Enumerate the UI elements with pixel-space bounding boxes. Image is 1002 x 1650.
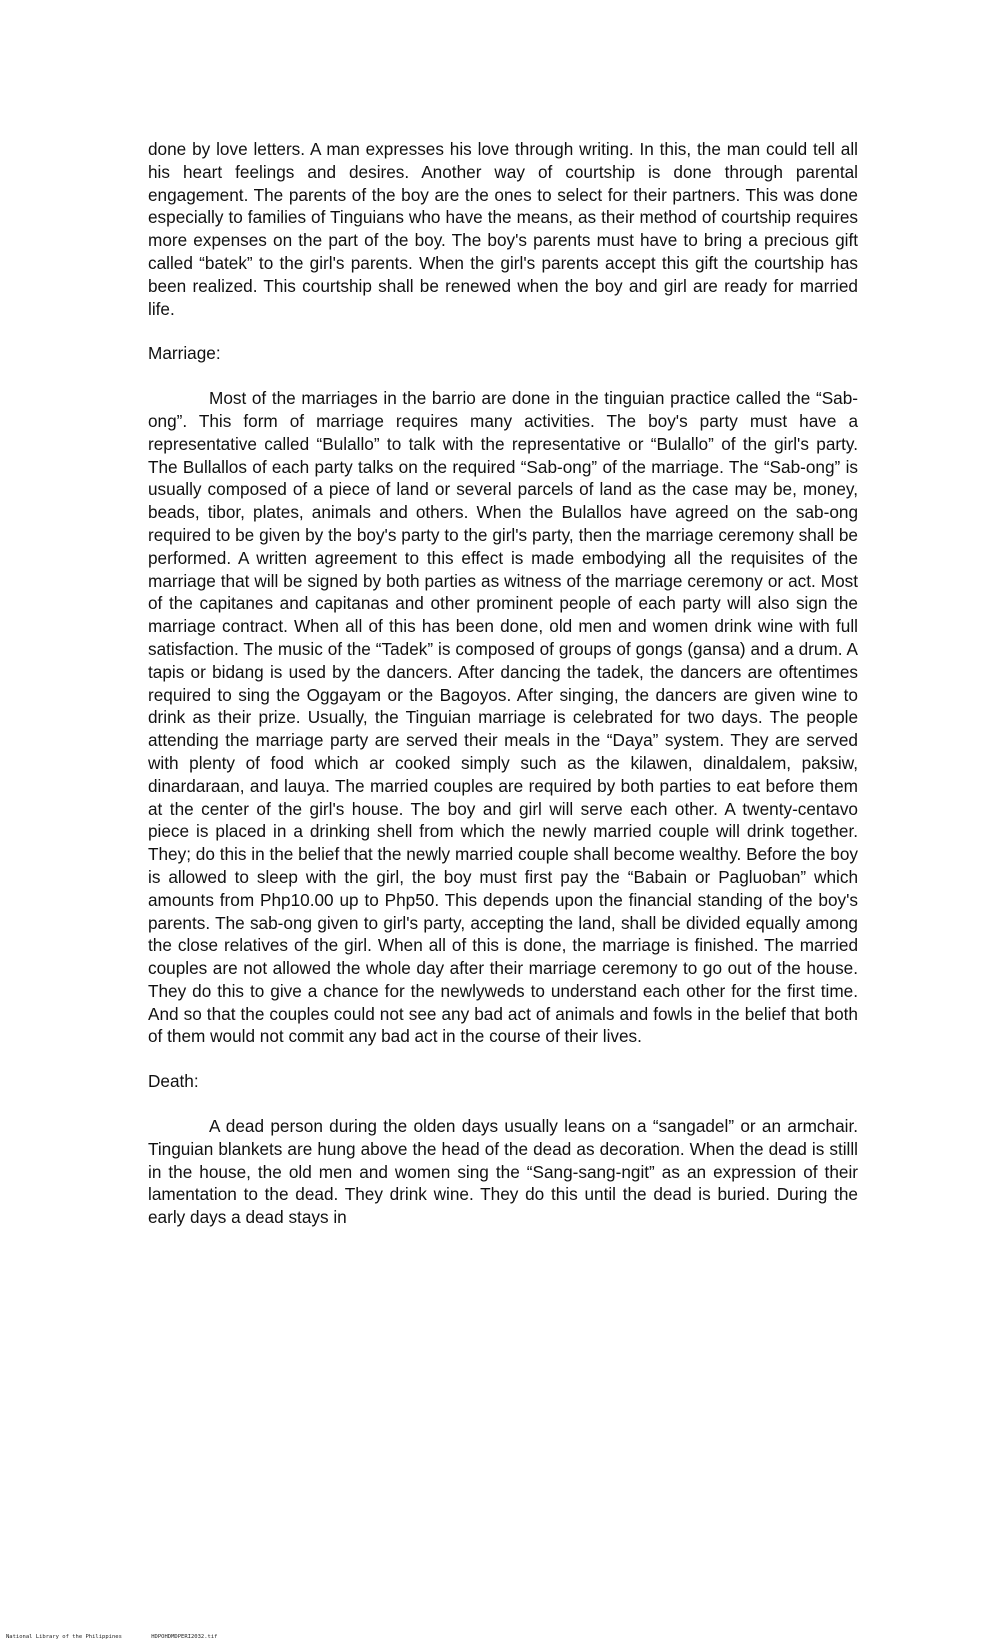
scan-footer: [6, 1634, 243, 1641]
footer-library-name: National Library of the Philippines: [6, 1634, 122, 1640]
courtship-paragraph: done by love letters. A man expresses his love through writing. In this, the man could tell all his heart feelings and desires. Another way of courtship is done through parental engagement. The parents of the boy are the ones to select for their partners. This was done especially to families of Tinguians who have the means, as their method of courtship requires more expenses on the part of the boy. The boy's parents must have to bring a precious gift called “batek” to the girl's parents. When the girl's parents accept this gift the courtship has been realized. This courtship shall be renewed when the boy and girl are ready for married life.: [148, 139, 858, 319]
footer-file-code: HDPOHDMDPERI2032.tif: [151, 1634, 218, 1640]
death-heading: Death:: [148, 1071, 199, 1092]
marriage-heading: Marriage:: [148, 343, 221, 364]
death-paragraph: A dead person during the olden days usually leans on a “sangadel” or an armchair. Tinguian blankets are hung above the head of the dead as decoration. When the dead is stilll in the house, the old men and women sing the “Sang-sang-ngit” as an expression of their lamentation to the dead. They drink wine. They do this until the dead is buried. During the early days a dead stays in: [148, 1116, 858, 1228]
marriage-paragraph: Most of the marriages in the barrio are done in the tinguian practice called the “Sab-ong”. This form of marriage requires many activities. The boy's party must have a representative called “Bulallo” to talk with the representative or “Bulallo” of the girl's party. The Bullallos of each party talks on the required “Sab-ong” of the marriage. The “Sab-ong” is usually composed of a piece of land or several parcels of land as the case may be, money, beads, tibor, plates, animals and others. When the Bulallos have agreed on the sab-ong required to be given by the boy's party to the girl's party, then the marriage ceremony shall be performed. A written agreement to this effect is made embodying all the requisites of the marriage that will be signed by both parties as witness of the marriage ceremony or act. Most of the capitanes and capitanas and other prominent people of each party will also sign the marriage contract. When all of this has been done, old men and women drink wine with full satisfaction. The music of the “Tadek” is composed of groups of gongs (gansa) and a drum. A tapis or bidang is used by the dancers. After dancing the tadek, the dancers are oftentimes required to sing the Oggayam or the Bagoyos. After singing, the dancers are given wine to drink as their prize. Usually, the Tinguian marriage is celebrated for two days. The people attending the marriage party are served their meals in the “Daya” system. They are served with plenty of food which ar cooked simply such as the kilawen, dinaldalem, paksiw, dinardaraan, and lauya. The married couples are required by both parties to eat before them at the center of the girl's house. The boy and girl will serve each other. A twenty-centavo piece is placed in a drinking shell from which the newly married couple will drink together. They; do this in the belief that the newly married couple shall become wealthy. Before the boy is allowed to sleep with the girl, the boy must first pay the “Babain or Pagluoban” which amounts from Php10.00 up to Php50. This depends upon the financial standing of the boy's parents. The sab-ong given to girl's party, accepting the land, shall be divided equally among the close relatives of the girl. When all of this is done, the marriage is finished. The married couples are not allowed the whole day after their marriage ceremony to go out of the house. They do this to give a chance for the newlyweds to understand each other for the first time. And so that the couples could not see any bad act of animals and fowls in the belief that both of them would not commit any bad act in the course of their lives.: [148, 388, 858, 1047]
document-page: [148, 138, 858, 1229]
